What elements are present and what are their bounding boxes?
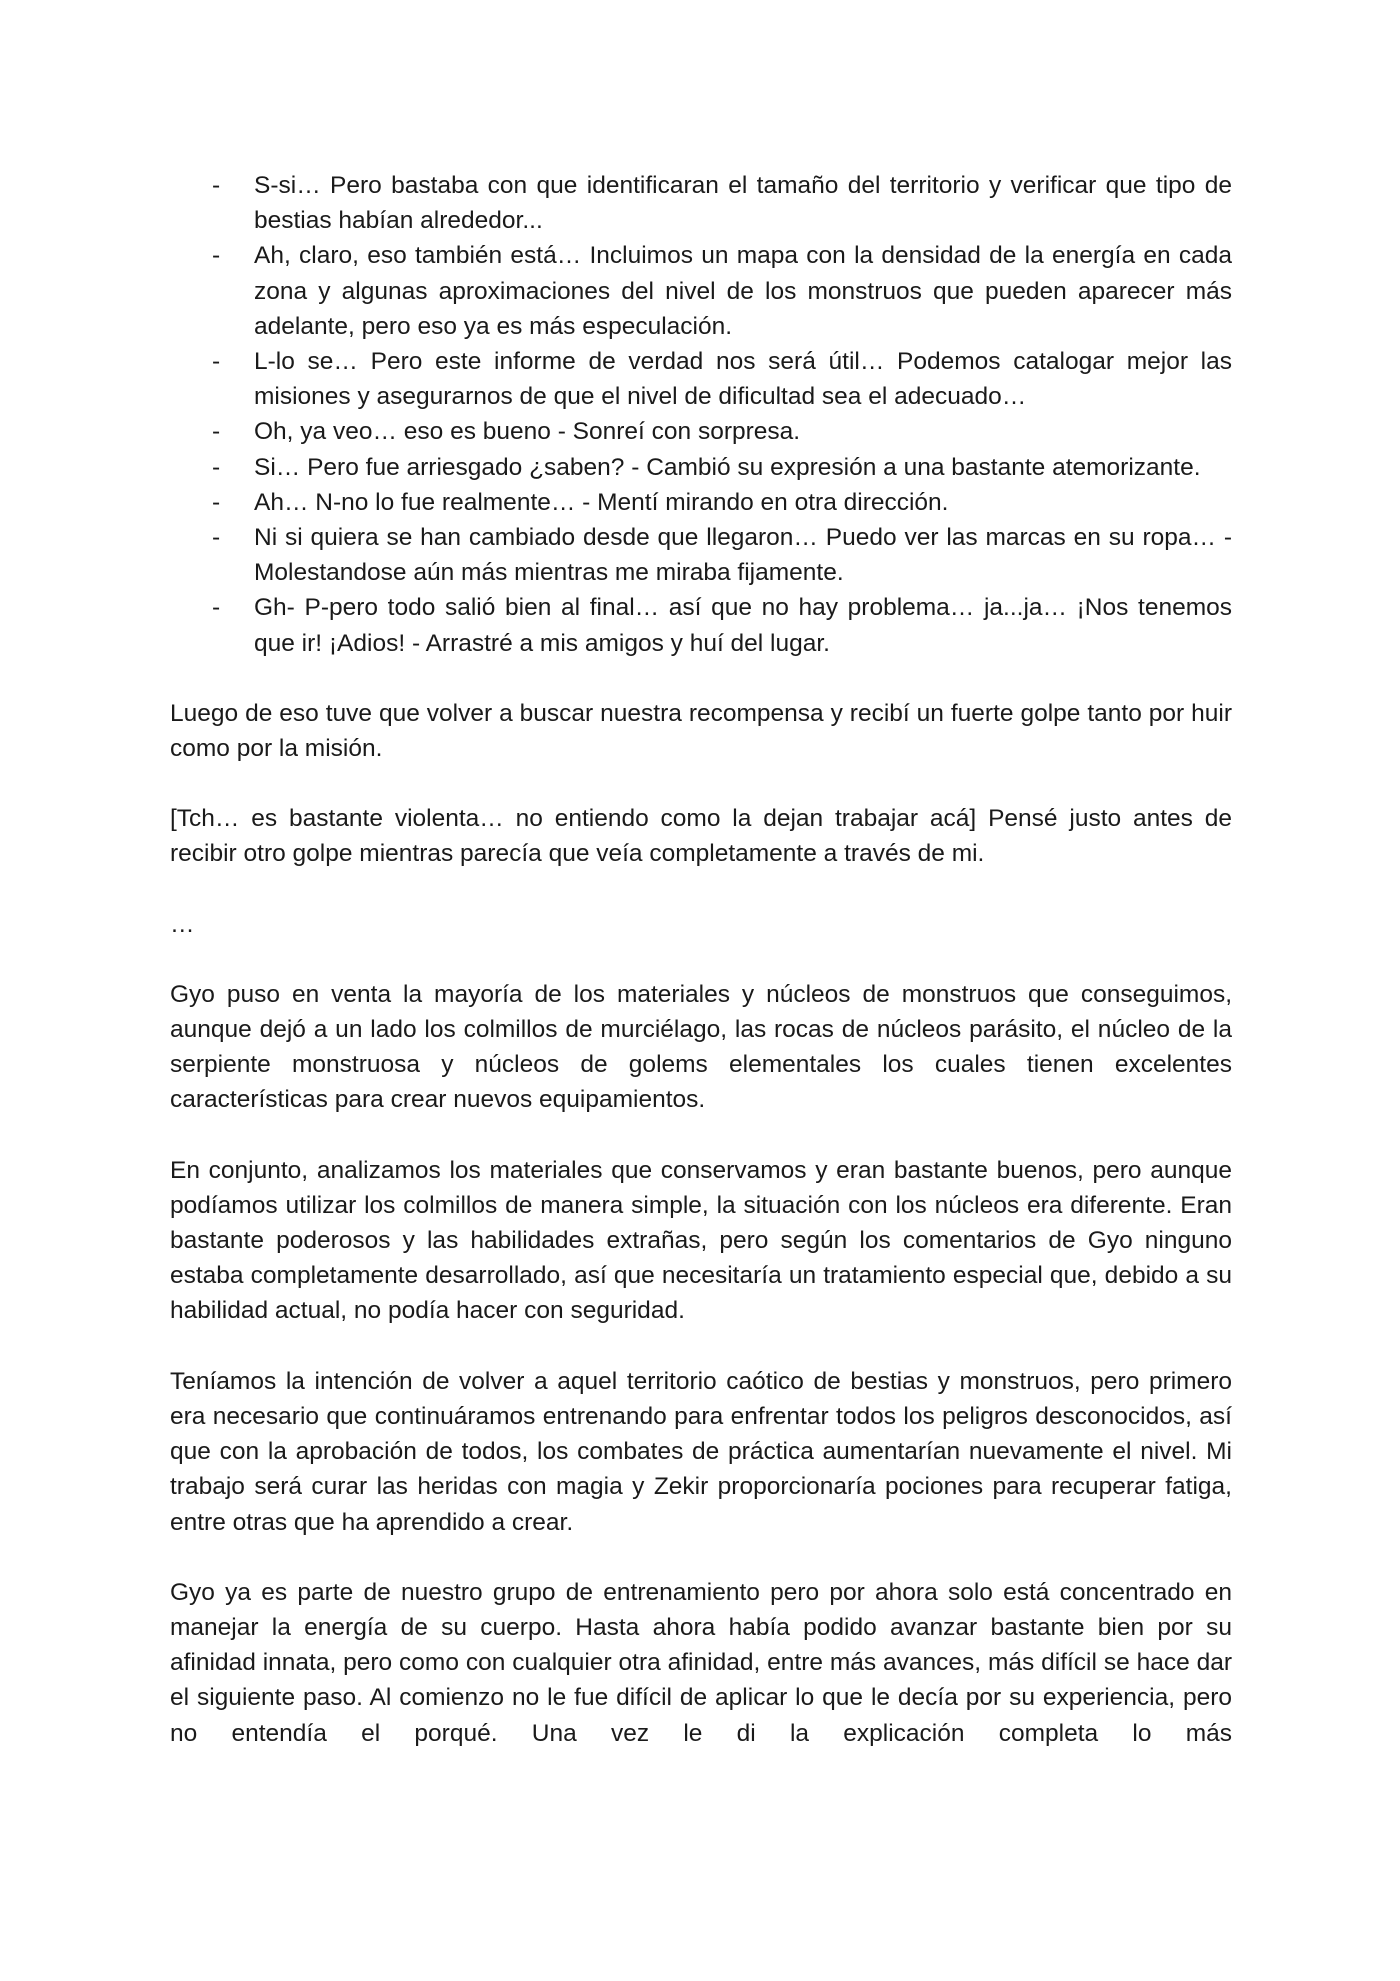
dialogue-line (170, 485, 1232, 520)
dialogue-line (170, 414, 1232, 449)
dialogue-line (170, 168, 1232, 238)
dash-marker: - (212, 172, 221, 199)
dash-marker: - (212, 418, 221, 446)
document-page (170, 168, 1232, 1751)
dialogue-text: Si… Pero fue arriesgado ¿saben? - Cambió su expresión a una bastante atemorizante. (254, 453, 1201, 481)
dash-marker: - (212, 348, 221, 376)
dialogue-text: Ah… N-no lo fue realmente… - Mentí mirando en otra dirección. (254, 488, 949, 516)
paragraph: Gyo puso en venta la mayoría de los materiales y núcleos de monstruos que conseguimos, aunque dejó a un lado los colmillos de murciélago, las rocas de núcleos parásito, el núcleo de la serpiente monstruosa y núcleos de golems elementales los cuales tienen excelentes características para crear nuevos equipamientos. (170, 980, 1232, 1114)
dialogue-text: S-si… Pero bastaba con que identificaran el tamaño del territorio y verificar que tipo de bestias habían alrededor... (254, 172, 1232, 235)
dash-marker: - (212, 453, 221, 481)
dialogue-text: Ni si quiera se han cambiado desde que llegaron… Puedo ver las marcas en su ropa… - Molestandose aún más mientras me miraba fijamente. (254, 524, 1232, 587)
dash-marker: - (212, 488, 221, 516)
dialogue-line (170, 344, 1232, 414)
dialogue-text: Gh- P-pero todo salió bien al final… así que no hay problema… ja...ja… ¡Nos tenemos que ir! ¡Adios! - Arrastré a mis amigos y huí del lugar. (254, 594, 1232, 657)
dash-marker: - (212, 594, 221, 622)
dash-marker: - (212, 242, 221, 270)
paragraph: Gyo ya es parte de nuestro grupo de entrenamiento pero por ahora solo está concentrado en manejar la energía de su cuerpo. Hasta ahora había podido avanzar bastante bien por su afinidad innata, pero como con cualquier otra afinidad, entre más avances, más difícil se hace dar el siguiente paso. Al comienzo no le fue difícil de aplicar lo que le decía por su experiencia, pero no entendía el porqué. Una vez le di la explicación completa lo más (170, 1578, 1232, 1747)
dialogue-line (170, 520, 1232, 590)
dialogue-line (170, 590, 1232, 660)
paragraph: Teníamos la intención de volver a aquel territorio caótico de bestias y monstruos, pero primero era necesario que continuáramos entrenando para enfrentar todos los peligros desconocidos, así que con la aprobación de todos, los combates de práctica aumentarían nuevamente el nivel. Mi trabajo será curar las heridas con magia y Zekir proporcionaría pociones para recuperar fatiga, entre otras que ha aprendido a crear. (170, 1367, 1232, 1536)
scene-break: … (170, 910, 195, 938)
dialogue-text: Oh, ya veo… eso es bueno - Sonreí con sorpresa. (254, 418, 801, 446)
paragraph: En conjunto, analizamos los materiales que conservamos y eran bastante buenos, pero aunque podíamos utilizar los colmillos de manera simple, la situación con los núcleos era diferente. Eran bastante poderosos y las habilidades extrañas, pero según los comentarios de Gyo ninguno estaba completamente desarrollado, así que necesitaría un tratamiento especial que, debido a su habilidad actual, no podía hacer con seguridad. (170, 1156, 1232, 1325)
dialogue-line (170, 450, 1232, 485)
paragraph: Luego de eso tuve que volver a buscar nuestra recompensa y recibí un fuerte golpe tanto por huir como por la misión. (170, 699, 1232, 763)
dialogue-text: L-lo se… Pero este informe de verdad nos será útil… Podemos catalogar mejor las misiones y asegurarnos de que el nivel de dificultad sea el adecuado… (254, 348, 1232, 411)
dialogue-line (170, 238, 1232, 344)
paragraph: [Tch… es bastante violenta… no entiendo como la dejan trabajar acá] Pensé justo antes de recibir otro golpe mientras parecía que veía completamente a través de mi. (170, 805, 1232, 868)
dialogue-text: Ah, claro, eso también está… Incluimos un mapa con la densidad de la energía en cada zona y algunas aproximaciones del nivel de los monstruos que pueden aparecer más adelante, pero eso ya es más especulación. (254, 242, 1232, 340)
dash-marker: - (212, 524, 221, 552)
dialogue-list (170, 168, 1232, 661)
